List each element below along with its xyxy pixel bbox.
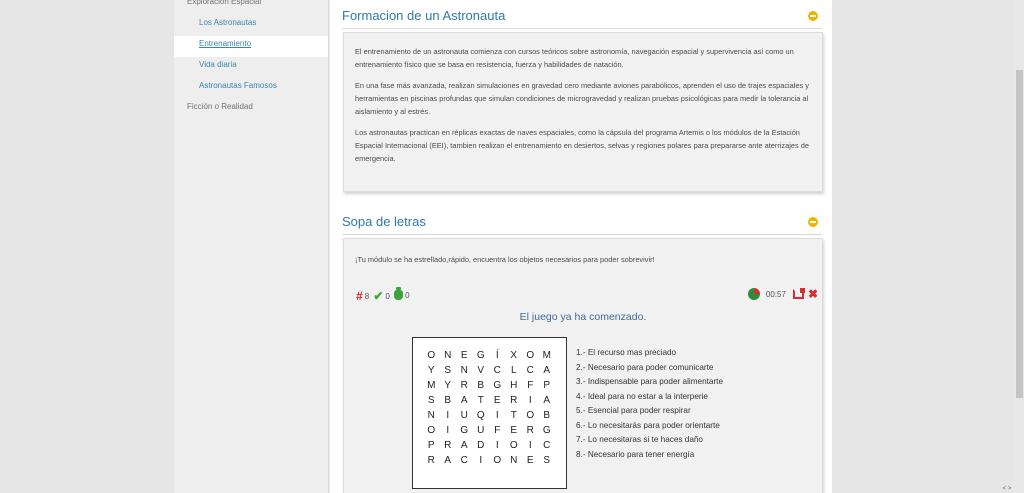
grid-cell[interactable]: O <box>526 350 535 361</box>
grid-cell[interactable]: P <box>543 380 551 391</box>
word-search-grid <box>412 337 567 489</box>
grid-cell[interactable]: R <box>444 440 452 451</box>
sidebar-item-label: Entrenamiento <box>199 39 252 48</box>
game-tools <box>748 288 818 300</box>
grid-cell[interactable]: P <box>427 440 435 451</box>
grid-cell[interactable]: N <box>427 410 435 421</box>
main-content <box>330 0 832 493</box>
section-header-formacion[interactable] <box>342 6 820 26</box>
grid-cell[interactable]: O <box>427 350 436 361</box>
grid-cell[interactable]: M <box>542 350 551 361</box>
clue-item: 3.- Indispensable para poder alimentarte <box>576 377 724 386</box>
grid-cell[interactable]: A <box>543 395 551 406</box>
grid-cell[interactable]: M <box>427 380 436 391</box>
grid-cell[interactable]: R <box>460 380 468 391</box>
sidebar-item-label: Los Astronautas <box>199 18 257 27</box>
section-title: Formacion de un Astronauta <box>342 8 506 23</box>
fullscreen-icon[interactable]: ✖ <box>807 287 818 301</box>
grid-cell[interactable]: F <box>494 425 501 436</box>
grid-cell[interactable]: A <box>460 395 468 406</box>
grid-cell[interactable]: E <box>510 425 518 436</box>
corner-control[interactable]: < > <box>1002 486 1012 492</box>
grid-cell[interactable]: B <box>543 410 551 421</box>
grid-cell[interactable]: C <box>493 365 501 376</box>
grid-cell[interactable]: T <box>510 410 517 421</box>
reveal-icon[interactable] <box>793 289 804 299</box>
paragraph: El entrenamiento de un astronauta comienza con cursos teóricos sobre astronomía, navegación espacial y supervivencia así como un entrenamiento físico que se basa en resistencia, fuerza y habilidades de natación. <box>355 47 794 69</box>
grid-cell[interactable]: R <box>427 455 435 466</box>
sidebar-item-exploracion[interactable] <box>174 0 328 15</box>
clue-item: 1.- El recurso mas preciado <box>576 348 677 357</box>
grid-cell[interactable]: G <box>460 425 469 436</box>
grid-cell[interactable]: H <box>510 380 518 391</box>
sidebar-item-label: Astronautas Famosos <box>199 81 277 90</box>
grid-cell[interactable]: G <box>542 425 551 436</box>
grid-cell[interactable]: E <box>526 455 534 466</box>
grid-cell[interactable]: Q <box>476 410 485 421</box>
game-status-bar <box>356 289 818 301</box>
sidebar-item-label: Exploracion Espacial <box>187 0 262 6</box>
grid-cell[interactable]: N <box>444 350 452 361</box>
clue-item: 7.- Lo necesitaras si te haces daño <box>576 435 703 444</box>
grid-cell[interactable]: A <box>444 455 452 466</box>
grid-cell[interactable]: N <box>460 365 468 376</box>
grid-cell[interactable]: E <box>460 350 468 361</box>
sidebar <box>174 0 329 493</box>
sidebar-item-famosos[interactable] <box>174 78 328 99</box>
sidebar-item-ficcion[interactable] <box>174 99 328 120</box>
clue-item: 2.- Necesario para poder comunicarte <box>576 362 714 372</box>
remaining-count: 8 <box>364 291 370 301</box>
game-card <box>343 238 823 493</box>
grid-cell[interactable]: I <box>495 440 499 451</box>
grid-cell[interactable]: U <box>477 425 485 436</box>
grid-cell[interactable]: O <box>526 410 535 421</box>
grid-cell[interactable]: B <box>444 395 452 406</box>
paragraph: Los astronautas practican en réplicas exactas de naves espaciales, como la cápsula del programa Artemis o los módulos de la Estación Espacial Internacional (EEI), tambien realizan el entrenamiento en desiertos, selvas y regiones polares para prepararse ante aterrizajes de emergencia. <box>355 128 809 163</box>
grid-cell[interactable]: S <box>427 395 435 406</box>
grid-cell[interactable]: I <box>528 395 532 406</box>
grid-cell[interactable]: Í <box>495 350 499 361</box>
timer-icon <box>748 288 760 300</box>
errors-stat <box>394 290 409 300</box>
grid-cell[interactable]: C <box>460 455 468 466</box>
grid-cell[interactable]: S <box>543 455 551 466</box>
grid-cell[interactable]: R <box>510 395 518 406</box>
grid-cell[interactable]: V <box>477 365 485 376</box>
bag-icon <box>394 290 403 300</box>
clue-item: 4.- Ideal para no estar a la interperie <box>576 391 708 401</box>
grid-cell[interactable]: I <box>528 440 532 451</box>
letter-grid <box>423 348 566 468</box>
section-title: Sopa de letras <box>342 214 426 229</box>
grid-cell[interactable]: A <box>460 440 468 451</box>
sidebar-item-astronautas[interactable] <box>174 15 328 36</box>
grid-cell[interactable]: T <box>477 395 484 406</box>
sidebar-item-entrenamiento[interactable] <box>174 36 328 57</box>
paragraph: En una fase más avanzada, realizan simulaciones en gravedad cero mediante aviones parabólicos, aprenden el uso de trajes espaciales y herramientas en piscinas profundas que simulan condiciones de microgravedad y realizan pruebas psicológicas para medir la tolerancia al aislamiento y al estrés. <box>355 81 809 116</box>
grid-cell[interactable]: U <box>460 410 468 421</box>
clue-item: 8.- Necesario para tener energía <box>576 449 695 459</box>
grid-cell[interactable]: D <box>477 440 485 451</box>
divider <box>342 28 822 29</box>
clue-list <box>576 346 723 462</box>
grid-cell[interactable]: O <box>493 455 502 466</box>
grid-cell[interactable]: O <box>509 440 518 451</box>
grid-cell[interactable]: E <box>493 395 501 406</box>
grid-cell[interactable]: I <box>479 455 483 466</box>
found-count: 0 <box>385 291 390 301</box>
grid-cell[interactable]: Y <box>444 380 452 391</box>
check-icon: ✔ <box>373 289 384 303</box>
page-scrollbar[interactable] <box>1014 0 1024 493</box>
grid-cell[interactable]: A <box>543 365 551 376</box>
grid-cell[interactable]: N <box>510 455 518 466</box>
grid-cell[interactable]: L <box>510 365 517 376</box>
scrollbar-thumb[interactable] <box>1016 70 1023 398</box>
section-header-sopa[interactable] <box>342 212 820 232</box>
sidebar-item-vida-diaria[interactable] <box>174 57 328 78</box>
sidebar-item-label: Vida diaria <box>199 60 237 69</box>
grid-cell[interactable]: X <box>510 350 518 361</box>
grid-cell[interactable]: I <box>495 410 499 421</box>
grid-cell[interactable]: G <box>493 380 502 391</box>
collapse-icon[interactable] <box>808 217 818 227</box>
errors-count: 0 <box>405 290 410 300</box>
text-card <box>343 32 823 192</box>
grid-cell[interactable]: Y <box>427 365 435 376</box>
clue-item: 5.- Esencial para poder respirar <box>576 406 691 415</box>
found-stat <box>373 289 390 303</box>
clue-item: 6.- Lo necesitarás para poder orientarte <box>576 420 720 430</box>
grid-cell[interactable]: B <box>477 380 485 391</box>
grid-cell[interactable]: I <box>446 425 450 436</box>
grid-cell[interactable]: F <box>527 380 534 391</box>
collapse-icon[interactable] <box>808 11 818 21</box>
grid-cell[interactable]: R <box>526 425 534 436</box>
sidebar-item-label: Ficción o Realidad <box>187 102 253 111</box>
grid-cell[interactable]: C <box>526 365 534 376</box>
grid-cell[interactable]: O <box>427 425 436 436</box>
game-intro: ¡Tu módulo se ha estrellado,rápido, encuentra los objetos necesarios para poder sobrevivir! <box>355 255 655 264</box>
remaining-stat <box>356 289 369 303</box>
game-status-message: El juego ya ha comenzado. <box>519 311 647 323</box>
grid-cell[interactable]: G <box>476 350 485 361</box>
divider <box>342 234 822 235</box>
grid-cell[interactable]: C <box>543 440 551 451</box>
grid-cell[interactable]: S <box>444 365 452 376</box>
hash-icon: # <box>356 289 363 303</box>
grid-cell[interactable]: I <box>446 410 450 421</box>
timer-value: 00:57 <box>765 289 786 299</box>
